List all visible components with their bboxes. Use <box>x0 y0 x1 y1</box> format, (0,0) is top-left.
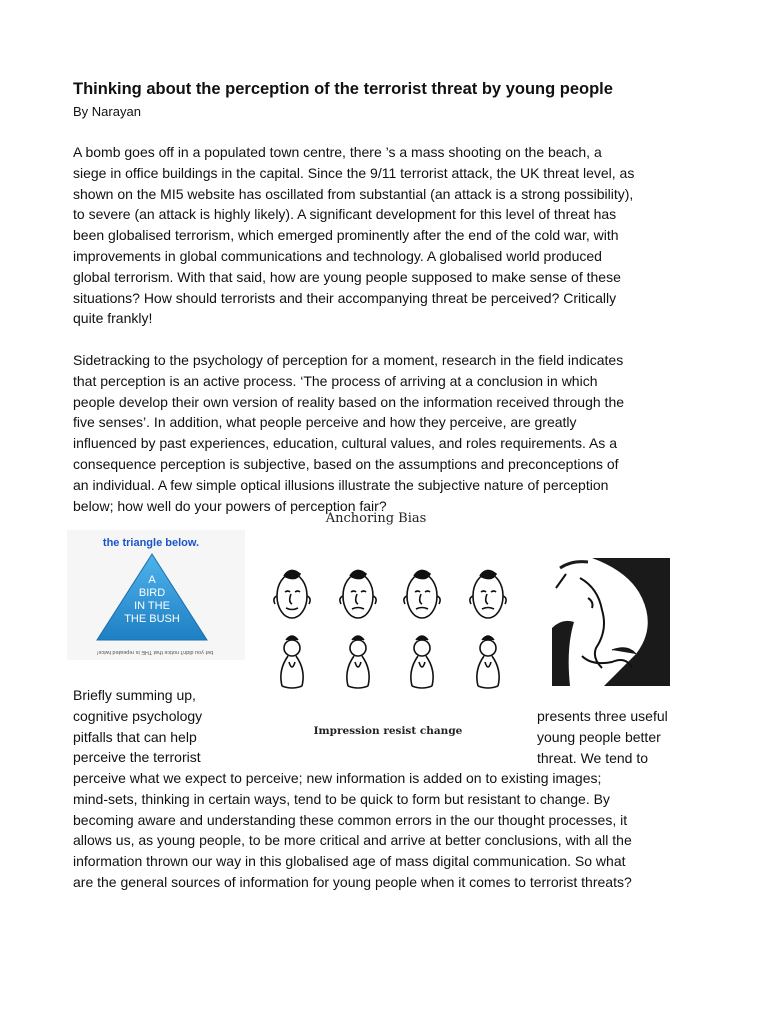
text-line: consequence perception is subjective, based on the assumptions and preconceptions of <box>73 455 619 472</box>
triangle-line-3: IN THE <box>134 600 170 612</box>
triangle-line-1: A <box>148 574 156 586</box>
text-line: threat. We tend to <box>537 749 649 766</box>
triangle-header-text: the triangle below. <box>102 537 200 549</box>
text-line: quite frankly! <box>73 310 153 327</box>
page-title: Thinking about the perception of the terrorist threat by young people <box>73 80 613 98</box>
text-line: Sidetracking to the psychology of perception for a moment, research in the field indicates <box>73 352 624 368</box>
text-line: people develop their own version of reality based on the information received through the <box>73 393 625 410</box>
text-line: perceive what we expect to perceive; new information is added on to existing images; <box>73 770 602 786</box>
text-line: been globalised terrorism, which emerged prominently after the end of the cold war, with <box>73 227 619 244</box>
byline: By Narayan <box>73 104 141 119</box>
text-line: perceive the terrorist <box>73 749 201 766</box>
paragraph-summary-right <box>537 706 668 768</box>
triangle-footnote: bet you didn't notice that THE is repeated twice! <box>96 649 214 655</box>
text-line: improvements in global communications and technology. A globalised world produced <box>73 247 602 264</box>
text-line: global terrorism. With that said, how are young people supposed to make sense of these <box>73 268 621 285</box>
anchoring-bias-image <box>262 510 526 742</box>
paragraph-intro <box>73 142 703 329</box>
text-line: allows us, as young people, to be more critical and arrive at better conclusions, with all the <box>73 832 632 849</box>
text-line: cognitive psychology <box>73 707 203 724</box>
text-line: Briefly summing up, <box>73 687 196 703</box>
text-line: becoming aware and understanding these common errors in the our thought processes, it <box>73 811 628 828</box>
text-line: mind-sets, thinking in certain ways, tend to be quick to form but resistant to change. By <box>73 790 610 807</box>
text-line: siege in office buildings in the capital. Since the 9/11 terrorist attack, the UK threat level, as <box>73 164 635 181</box>
face-and-figure-illusion-icon <box>552 558 670 686</box>
triangle-line-4: THE BUSH <box>124 613 180 625</box>
paragraph-perception <box>73 350 703 516</box>
anchoring-bias-caption: Impression resist change <box>313 725 463 737</box>
text-line: that perception is an active process. ‘The process of arriving at a conclusion in which <box>73 372 598 389</box>
text-line: situations? How should terrorists and their accompanying threat be perceived? Critically <box>73 289 617 306</box>
text-line: below; how well do your powers of perception fair? <box>73 497 387 514</box>
text-line: A bomb goes off in a populated town centre, there ’s a mass shooting on the beach, a <box>73 144 602 160</box>
text-line: pitfalls that can help <box>73 728 197 745</box>
text-line: shown on the MI5 website has oscillated from substantial (an attack is a strong possibility), <box>73 185 634 202</box>
text-line: an individual. A few simple optical illusions illustrate the subjective nature of perception <box>73 476 609 493</box>
text-line: to severe (an attack is highly likely). A significant development for this level of threat has <box>73 206 617 223</box>
text-line: information thrown our way in this globalised age of mass digital communication. So what <box>73 853 626 870</box>
text-line: influenced by past experiences, education, cultural values, and roles requirements. As a <box>73 435 617 452</box>
text-line: are the general sources of information for young people when it comes to terrorist threats? <box>73 873 632 890</box>
triangle-line-2: BIRD <box>138 587 166 599</box>
paragraph-summary-tail <box>73 768 703 893</box>
triangle-illusion-image <box>67 530 245 660</box>
paragraph-summary-left <box>73 685 202 768</box>
text-line: five senses’. In addition, what people perceive and how they perceive, are greatly <box>73 414 577 431</box>
face-sketch-icon <box>274 570 506 688</box>
anchoring-bias-title: Anchoring Bias <box>325 511 427 526</box>
text-line: young people better <box>537 728 661 745</box>
text-line: presents three useful <box>537 708 668 724</box>
